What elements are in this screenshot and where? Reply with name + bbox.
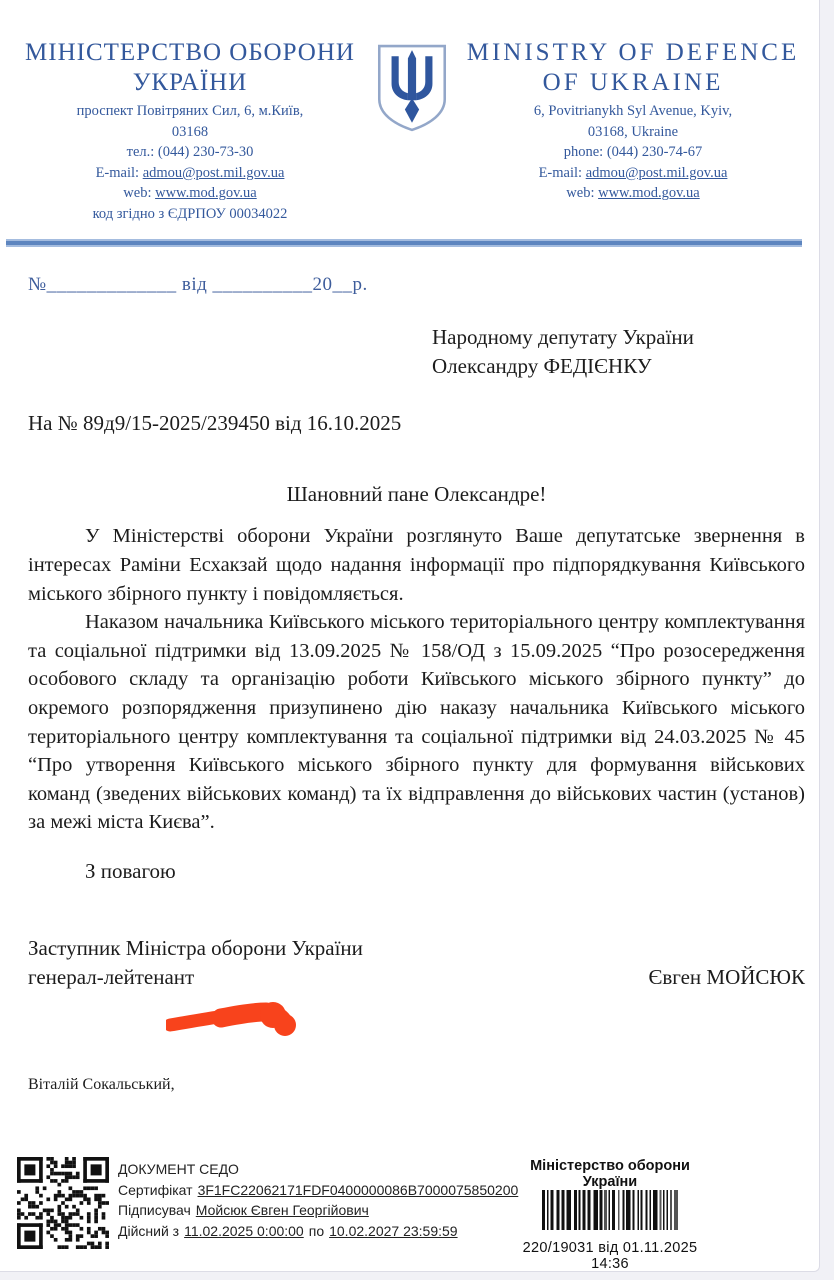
addressee-line1: Народному депутату України	[432, 325, 694, 350]
ministry-address-en	[457, 101, 809, 204]
reply-reference-line: На № 89д9/15-2025/239450 від 16.10.2025	[28, 411, 402, 436]
ministry-title-en-line2: OF UKRAINE	[542, 68, 724, 96]
phone-line: phone: (044) 230-74-67	[563, 144, 703, 161]
letterhead-ukrainian	[14, 38, 366, 224]
closing-phrase: З повагою	[85, 859, 176, 883]
ministry-title-uk	[14, 38, 366, 97]
signer-label: Підписувач	[118, 1202, 191, 1218]
barcode-icon	[540, 1190, 680, 1232]
executor-name: Віталій Сокальський,	[28, 1076, 175, 1093]
red-redaction-scribble	[166, 995, 306, 1043]
paragraph-2: Наказом начальника Київського міського територіального центру комплектування та соціальної підтримки від 13.09.2025 № 158/ОД з 15.09.2025 “Про розосередження особового складу та організацію роботи Київського міського збірного пункту” до окремого розпорядження призупинено дію наказу начальника Київського міського територіального центру комплектування та соціальної підтримки від 24.03.2025 № 45 “Про утворення Київського міського збірного пункту для формування військових команд (зведених військових команд) та їх відправлення до військових частин (установ) за межі міста Києва”.	[28, 611, 805, 834]
qr-code-icon	[17, 1157, 109, 1249]
address-line: проспект Повітряних Сил, 6, м.Київ,	[76, 103, 304, 119]
web-link: www.mod.gov.ua	[155, 185, 257, 202]
web-line	[457, 183, 809, 204]
certificate-line	[118, 1180, 518, 1201]
signer-line	[118, 1200, 518, 1221]
web-label: web:	[123, 185, 152, 202]
address-line: 6, Povitrianykh Syl Avenue, Kyiv,	[533, 103, 733, 119]
addressee-line2: Олександру ФЕДІЄНКУ	[432, 354, 652, 379]
letterhead-divider	[6, 239, 802, 247]
validity-line	[118, 1221, 518, 1242]
barcode-number: 220/19031 від 01.11.2025 14:36	[522, 1240, 698, 1272]
valid-from-date: 11.02.2025 0:00:00	[184, 1222, 304, 1239]
ministry-title-en-line1: MINISTRY OF DEFENCE	[466, 39, 800, 66]
ministry-address-uk	[14, 101, 366, 224]
edrpou-line: код згідно з ЄДРПОУ 00034022	[92, 205, 288, 222]
paragraph-1: У Міністерстві оборони України розглянуто Ваше депутатське звернення в інтересах Раміни Есхакзай щодо надання інформації про підпорядкування Київського міського збірного пункту і повідомляється.	[28, 525, 805, 605]
barcode-title: Міністерство оборони України	[530, 1158, 690, 1190]
web-label: web:	[566, 185, 595, 202]
email-link: admou@post.mil.gov.ua	[142, 164, 285, 181]
email-label: E-mail:	[95, 164, 140, 181]
postal-code: 03168, Ukraine	[587, 123, 679, 140]
ministry-title-uk-line1: МІНІСТЕРСТВО ОБОРОНИ	[25, 39, 355, 66]
email-label: E-mail:	[538, 164, 583, 181]
ukraine-trident-icon	[374, 38, 450, 138]
signer-position-line1: Заступник Міністра оборони України	[28, 936, 363, 960]
signature-row	[28, 963, 805, 992]
postal-code: 03168	[171, 123, 209, 140]
ministry-title-uk-line2: УКРАЇНИ	[132, 68, 248, 96]
signer-full-name: Мойсюк Євген Георгійович	[195, 1202, 369, 1218]
letter-body	[28, 522, 805, 837]
web-link: www.mod.gov.ua	[598, 185, 700, 202]
addressee-block	[432, 323, 819, 381]
footer	[0, 1150, 819, 1270]
signature-block	[28, 934, 805, 992]
document-number-line: №_____________ від __________20__р.	[28, 274, 368, 296]
certificate-label: Сертифікат	[118, 1181, 193, 1198]
valid-label: Дійсний з	[118, 1222, 180, 1239]
valid-to-date: 10.02.2027 23:59:59	[329, 1222, 458, 1239]
sedo-title: ДОКУМЕНТ СЕДО	[118, 1161, 239, 1177]
web-line	[14, 183, 366, 204]
signer-position-line2: генерал-лейтенант	[28, 965, 195, 989]
email-line	[14, 163, 366, 184]
sedo-signature-info	[118, 1159, 518, 1241]
salutation: Шановний пане Олександре!	[286, 482, 547, 507]
valid-to-label: по	[308, 1222, 325, 1239]
certificate-number: 3F1FC22062171FDF0400000086B7000075850200	[197, 1181, 519, 1198]
registration-barcode-block	[507, 1158, 713, 1272]
letterhead	[0, 0, 819, 224]
letterhead-english	[457, 38, 809, 204]
email-line	[457, 163, 809, 184]
phone-line: тел.: (044) 230-73-30	[126, 144, 254, 161]
ministry-title-en	[457, 38, 809, 97]
signer-name: Євген МОЙСЮК	[648, 965, 805, 989]
email-link: admou@post.mil.gov.ua	[585, 164, 728, 181]
